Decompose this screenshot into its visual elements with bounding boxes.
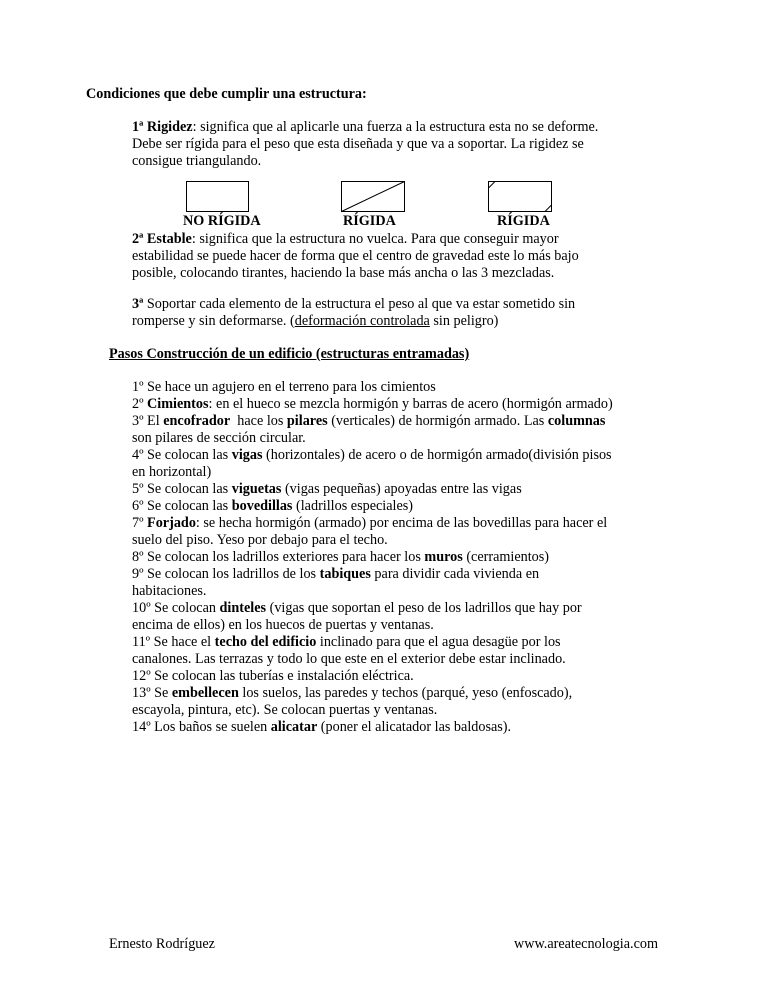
step-9: 9º Se colocan los ladrillos de los tabiques para dividir cada vivienda en	[132, 566, 540, 582]
step-7-cont: suelo del piso. Yeso por debajo para el techo.	[132, 532, 388, 548]
step-3-cont: son pilares de sección circular.	[132, 430, 306, 446]
step-6: 6º Se colocan las bovedillas (ladrillos especiales)	[132, 498, 414, 514]
step-13-cont: escayola, pintura, etc). Se colocan puertas y ventanas.	[132, 702, 438, 718]
step-5: 5º Se colocan las viguetas (vigas pequeñas) apoyadas entre las vigas	[132, 481, 522, 497]
soportar-text-1: Soportar cada elemento de la estructura el peso al que va estar sometido sin	[143, 296, 576, 312]
frame-rigida-diagonal	[341, 181, 405, 212]
step-10-cont: encima de ellos) en los huecos de puertas y ventanas.	[132, 617, 434, 633]
step-13: 13º Se embellecen los suelos, las paredes y techos (parqué, yeso (enfoscado),	[132, 685, 573, 701]
step-9-cont: habitaciones.	[132, 583, 207, 599]
label-rigida-2: RÍGIDA	[497, 213, 550, 229]
step-1: 1º Se hace un agujero en el terreno para los cimientos	[132, 379, 436, 395]
step-2: 2º Cimientos: en el hueco se mezcla hormigón y barras de acero (hormigón armado)	[132, 396, 613, 412]
soportar-text-2b: sin peligro)	[429, 313, 499, 329]
step-12: 12º Se colocan las tuberías e instalación eléctrica.	[132, 668, 414, 684]
step-14: 14º Los baños se suelen alicatar (poner el alicatador las baldosas).	[132, 719, 512, 735]
soportar-label: 3ª	[132, 296, 144, 312]
rigidez-label: 1ª Rigidez	[132, 119, 193, 135]
rigidez-text-1: : significa que al aplicarle una fuerza a la estructura esta no se deforme.	[192, 119, 599, 135]
frame-no-rigida	[186, 181, 249, 212]
estable-line-3: posible, colocando tirantes, haciendo la base más ancha o las 3 mezcladas.	[132, 265, 555, 281]
soportar-text-2a: romperse y sin deformarse. (	[132, 313, 295, 329]
step-8: 8º Se colocan los ladrillos exteriores para hacer los muros (cerramientos)	[132, 549, 550, 565]
frame-rigida-corner-braces	[488, 181, 552, 212]
step-10: 10º Se colocan dinteles (vigas que soportan el peso de los ladrillos que hay por	[132, 600, 582, 616]
step-4: 4º Se colocan las vigas (horizontales) de acero o de hormigón armado(división pisos	[132, 447, 612, 463]
footer-author: Ernesto Rodríguez	[109, 936, 215, 952]
soportar-line-1	[132, 296, 575, 313]
step-11-cont: canalones. Las terrazas y todo lo que este en el exterior debe estar inclinado.	[132, 651, 566, 667]
estable-label: 2ª Estable	[132, 231, 192, 247]
heading-pasos: Pasos Construcción de un edificio (estructuras entramadas)	[109, 346, 470, 362]
rigidez-line-1	[132, 119, 598, 136]
soportar-line-2	[132, 313, 498, 330]
estable-line-2: estabilidad se puede hacer de forma que el centro de gravedad este lo más bajo	[132, 248, 579, 264]
label-rigida-1: RÍGIDA	[343, 213, 396, 229]
rigidez-line-2: Debe ser rígida para el peso que esta diseñada y que va a soportar. La rigidez se	[132, 136, 584, 152]
footer-website: www.areatecnologia.com	[513, 936, 658, 952]
deformacion-controlada: deformación controlada	[294, 313, 430, 329]
estable-line-1	[132, 231, 559, 248]
step-7: 7º Forjado: se hecha hormigón (armado) por encima de las bovedillas para hacer el	[132, 515, 608, 531]
step-3: 3º El encofrador hace los pilares (verticales) de hormigón armado. Las columnas	[132, 413, 606, 429]
heading-conditions: Condiciones que debe cumplir una estructura:	[86, 86, 367, 102]
step-4-cont: en horizontal)	[132, 464, 212, 480]
rigidez-line-3: consigue triangulando.	[132, 153, 262, 169]
estable-text-1: : significa que la estructura no vuelca. Para que conseguir mayor	[191, 231, 559, 247]
label-no-rigida: NO RÍGIDA	[183, 213, 261, 229]
step-11: 11º Se hace el techo del edificio inclinado para que el agua desagüe por los	[132, 634, 561, 650]
